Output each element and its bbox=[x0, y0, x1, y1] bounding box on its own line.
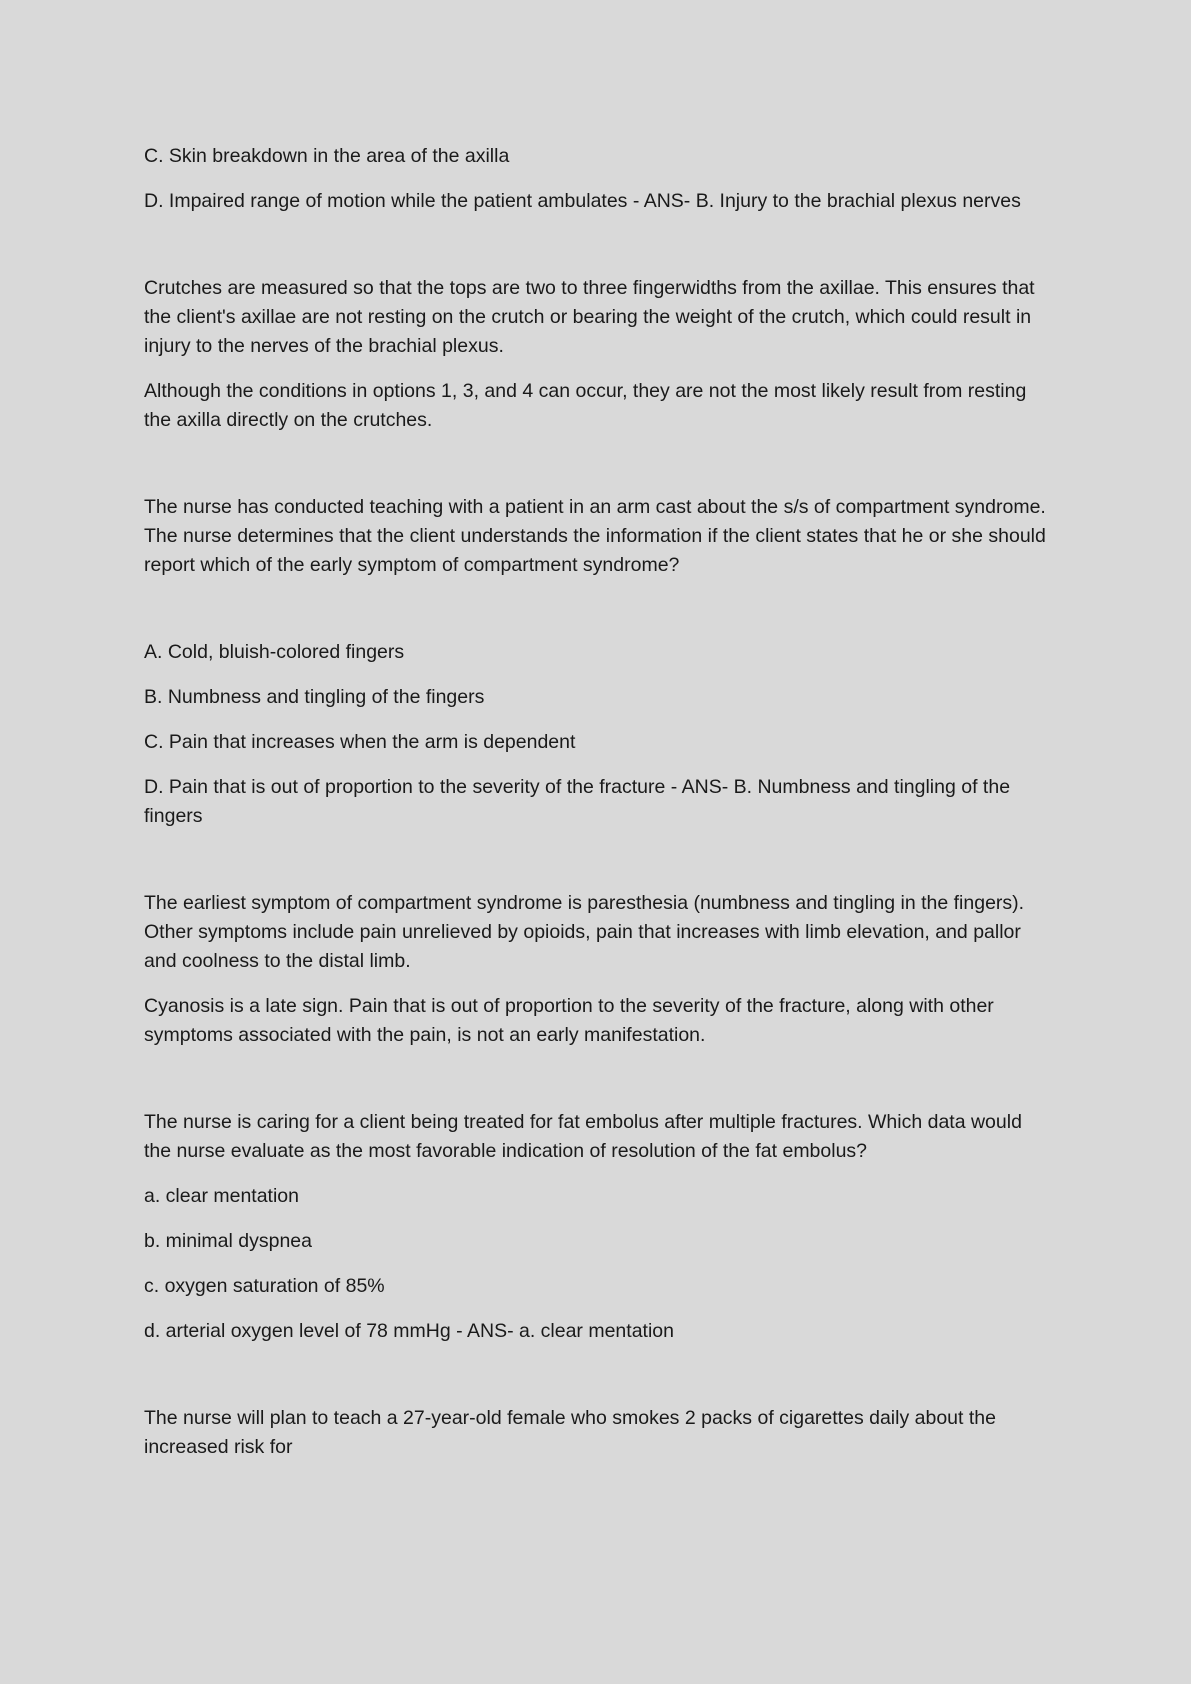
question-text: The nurse has conducted teaching with a patient in an arm cast about the s/s of compartment syndrome. The nurse determines that the client understands the information if the client states that he or she should report which of the early symptom of compartment syndrome? bbox=[144, 496, 1046, 576]
rationale-paragraph: The earliest symptom of compartment syndrome is paresthesia (numbness and tingling in the fingers). Other symptoms include pain unrelieved by opioids, pain that increases with limb elevation, and pallor and coolness to the distal limb. bbox=[144, 892, 1025, 972]
answer-option-d-with-answer: D. Impaired range of motion while the patient ambulates - ANS- B. Injury to the brachial plexus nerves bbox=[144, 190, 1021, 212]
answer-option-c: c. oxygen saturation of 85% bbox=[144, 1275, 385, 1297]
question-text: The nurse will plan to teach a 27-year-old female who smokes 2 packs of cigarettes daily about the increased risk for bbox=[144, 1407, 996, 1458]
answer-option-c: C. Skin breakdown in the area of the axilla bbox=[144, 145, 510, 167]
rationale-paragraph: Although the conditions in options 1, 3, and 4 can occur, they are not the most likely result from resting the axilla directly on the crutches. bbox=[144, 380, 1027, 431]
answer-option-b: b. minimal dyspnea bbox=[144, 1230, 312, 1252]
rationale-paragraph: Crutches are measured so that the tops are two to three fingerwidths from the axillae. This ensures that the client's axillae are not resting on the crutch or bearing the weight of the crutch, which could result in injury to the nerves of the brachial plexus. bbox=[144, 277, 1035, 357]
answer-option-d-with-answer: d. arterial oxygen level of 78 mmHg - ANS- a. clear mentation bbox=[144, 1320, 674, 1342]
answer-option-a: a. clear mentation bbox=[144, 1185, 300, 1207]
answer-option-d-with-answer: D. Pain that is out of proportion to the severity of the fracture - ANS- B. Numbness and tingling of the fingers bbox=[144, 776, 1011, 827]
answer-option-c: C. Pain that increases when the arm is dependent bbox=[144, 731, 576, 753]
answer-option-a: A. Cold, bluish-colored fingers bbox=[144, 641, 405, 663]
rationale-paragraph: Cyanosis is a late sign. Pain that is out of proportion to the severity of the fracture, along with other symptoms associated with the pain, is not an early manifestation. bbox=[144, 995, 994, 1046]
question-text: The nurse is caring for a client being treated for fat embolus after multiple fractures. Which data would the nurse evaluate as the most favorable indication of resolution of the fat embolus? bbox=[144, 1111, 1022, 1162]
document-page bbox=[144, 142, 1049, 1478]
answer-option-b: B. Numbness and tingling of the fingers bbox=[144, 686, 485, 708]
